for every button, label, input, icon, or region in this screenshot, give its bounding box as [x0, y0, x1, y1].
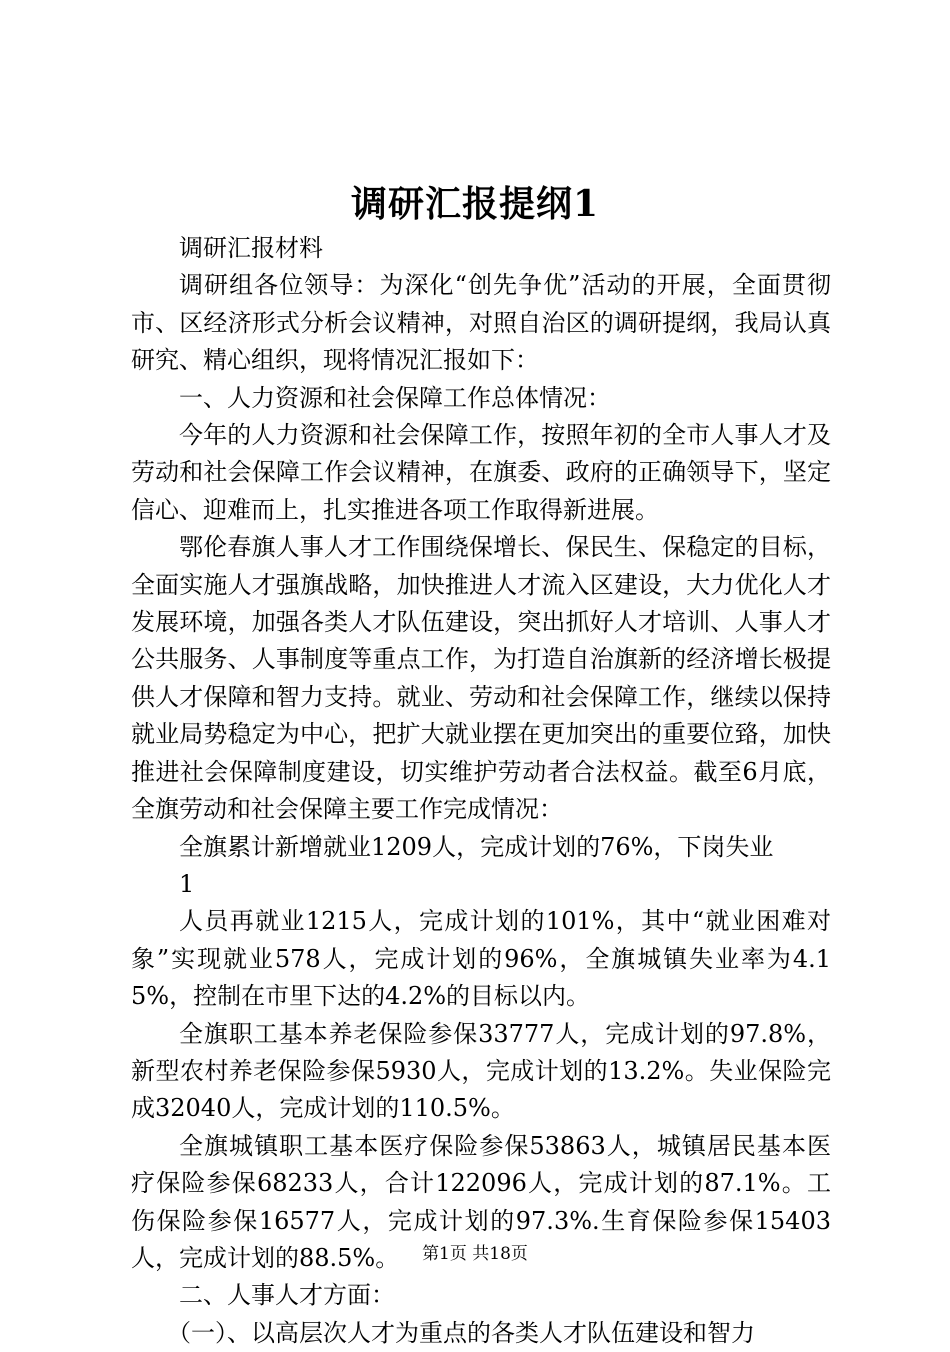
paragraph: 调研汇报材料	[179, 234, 323, 262]
document-body	[131, 230, 831, 1352]
document-title: 调研汇报提纲1	[350, 183, 600, 225]
paragraph: 鄂伦春旗人事人才工作围绕保增长、保民生、保稳定的目标，全面实施人才强旗战略，加快推进人才流入区建设，大力优化人才发展环境，加强各类人才队伍建设，突出抓好人才培训、人事人才公共服务、人事制度等重点工作，为打造自治旗新的经济增长极提供人才保障和智力支持。就业、劳动和社会保障工作，继续以保持就业局势稳定为中心，把扩大就业摆在更加突出的重要位臵，加快推进社会保障制度建设，切实维护劳动者合法权益。截至6月底，全旗劳动和社会保障主要工作完成情况：	[131, 533, 831, 824]
section-heading: 二、人事人才方面：	[179, 1281, 395, 1310]
paragraph: 调研组各位领导：为深化“创先争优”活动的开展，全面贯彻市、区经济形式分析会议精神，对照自治区的调研提纲，我局认真研究、精心组织，现将情况汇报如下：	[131, 271, 831, 375]
paragraph: 全旗职工基本养老保险参保33777人，完成计划的97.8%，新型农村养老保险参保5930人，完成计划的13.2%。失业保险完成32040人，完成计划的110.5%。	[131, 1019, 831, 1123]
inline-page-marker: 1	[179, 869, 195, 898]
page-footer: 第1页 共18页	[422, 1244, 528, 1264]
paragraph: 全旗累计新增就业1209人，完成计划的76%，下岗失业	[179, 832, 774, 861]
paragraph: 全旗城镇职工基本医疗保险参保53863人，城镇居民基本医疗保险参保68233人，合计122096人，完成计划的87.1%。工伤保险参保16577人，完成计划的97.3%.生育保险参保15403人，完成计划的88.5%。	[131, 1131, 831, 1272]
paragraph: 人员再就业1215人，完成计划的101%，其中“就业困难对象”实现就业578人，完成计划的96%，全旗城镇失业率为4.15%，控制在市里下达的4.2%的目标以内。	[131, 907, 831, 1011]
subsection-heading: （一）、以高层次人才为重点的各类人才队伍建设和智力	[167, 1318, 755, 1347]
paragraph: 今年的人力资源和社会保障工作，按照年初的全市人事人才及劳动和社会保障工作会议精神，在旗委、政府的正确领导下，坚定信心、迎难而上，扎实推进各项工作取得新进展。	[131, 421, 831, 524]
section-heading: 一、人力资源和社会保障工作总体情况：	[179, 383, 611, 412]
